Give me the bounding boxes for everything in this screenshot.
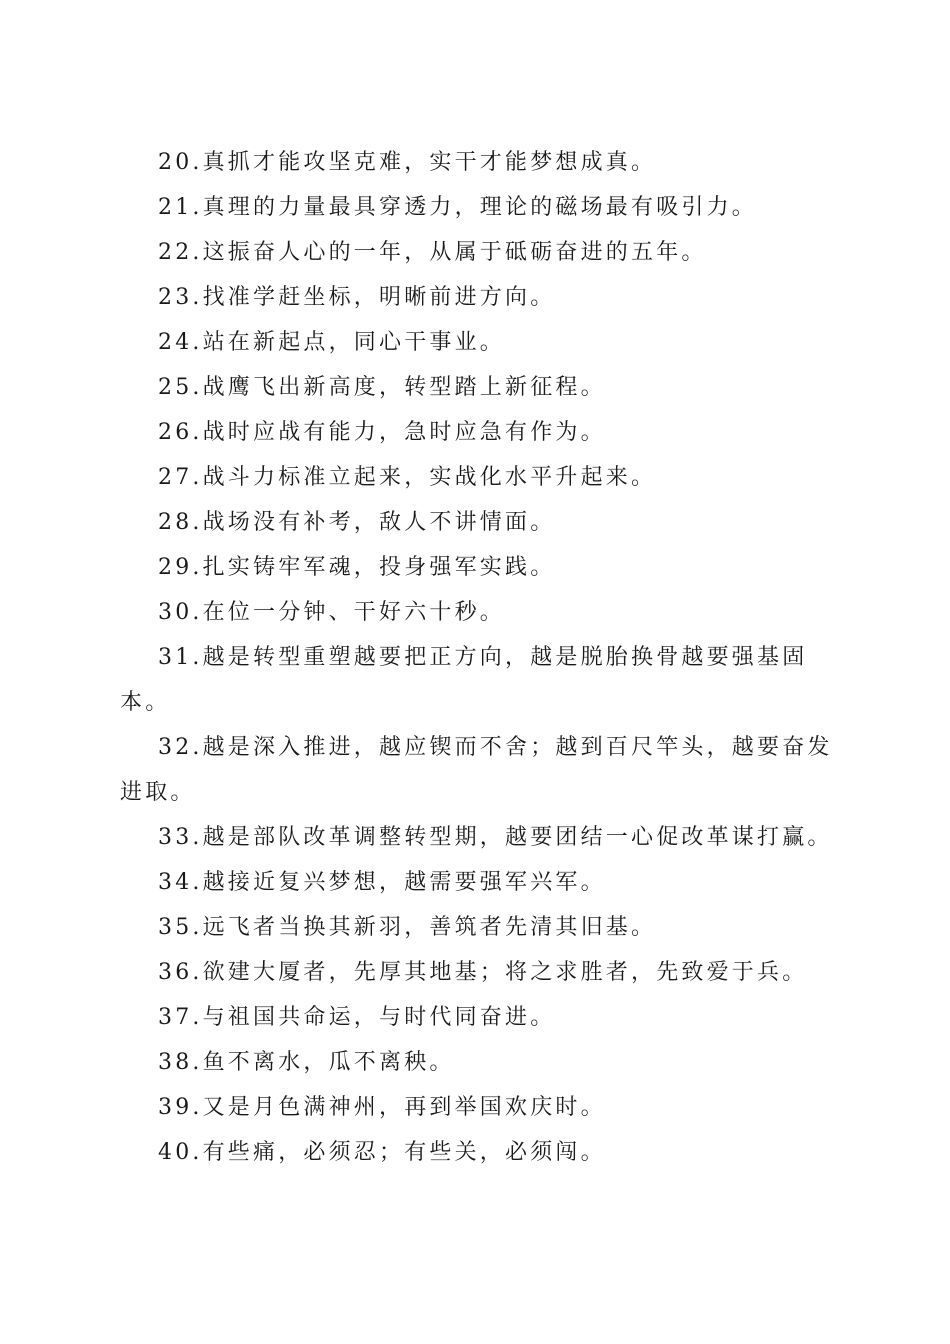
slogan-line-30: 30.在位一分钟、干好六十秒。 — [158, 600, 505, 625]
document-body — [120, 140, 835, 1175]
slogan-line-34: 34.越接近复兴梦想，越需要强军兴军。 — [158, 870, 606, 895]
slogan-line-26: 26.战时应战有能力，急时应急有作为。 — [158, 420, 606, 445]
slogan-line-22: 22.这振奋人心的一年，从属于砥砺奋进的五年。 — [158, 240, 707, 265]
slogan-line-36: 36.欲建大厦者，先厚其地基；将之求胜者，先致爱于兵。 — [158, 960, 808, 985]
slogan-line-28: 28.战场没有补考，敌人不讲情面。 — [158, 510, 556, 535]
slogan-line-33: 33.越是部队改革调整转型期，越要团结一心促改革谋打赢。 — [158, 825, 833, 850]
slogan-line-24: 24.站在新起点，同心干事业。 — [158, 330, 505, 355]
slogan-line-39: 39.又是月色满神州，再到举国欢庆时。 — [158, 1095, 606, 1120]
slogan-line-29: 29.扎实铸牢军魂，投身强军实践。 — [158, 555, 556, 580]
slogan-line-27: 27.战斗力标准立起来，实战化水平升起来。 — [158, 465, 657, 490]
slogan-line-20: 20.真抓才能攻坚克难，实干才能梦想成真。 — [158, 150, 657, 175]
slogan-line-31: 31.越是转型重塑越要把正方向，越是脱胎换骨越要强基固本。 — [120, 645, 808, 715]
slogan-line-37: 37.与祖国共命运，与时代同奋进。 — [158, 1005, 556, 1030]
slogan-line-32: 32.越是深入推进，越应锲而不舍；越到百尺竿头，越要奋发进取。 — [120, 735, 833, 805]
slogan-line-21: 21.真理的力量最具穿透力，理论的磁场最有吸引力。 — [158, 195, 757, 220]
slogan-line-38: 38.鱼不离水，瓜不离秧。 — [158, 1050, 455, 1075]
slogan-line-40: 40.有些痛，必须忍；有些关，必须闯。 — [158, 1140, 606, 1165]
slogan-line-23: 23.找准学赶坐标，明晰前进方向。 — [158, 285, 556, 310]
slogan-line-35: 35.远飞者当换其新羽，善筑者先清其旧基。 — [158, 915, 657, 940]
slogan-line-25: 25.战鹰飞出新高度，转型踏上新征程。 — [158, 375, 606, 400]
